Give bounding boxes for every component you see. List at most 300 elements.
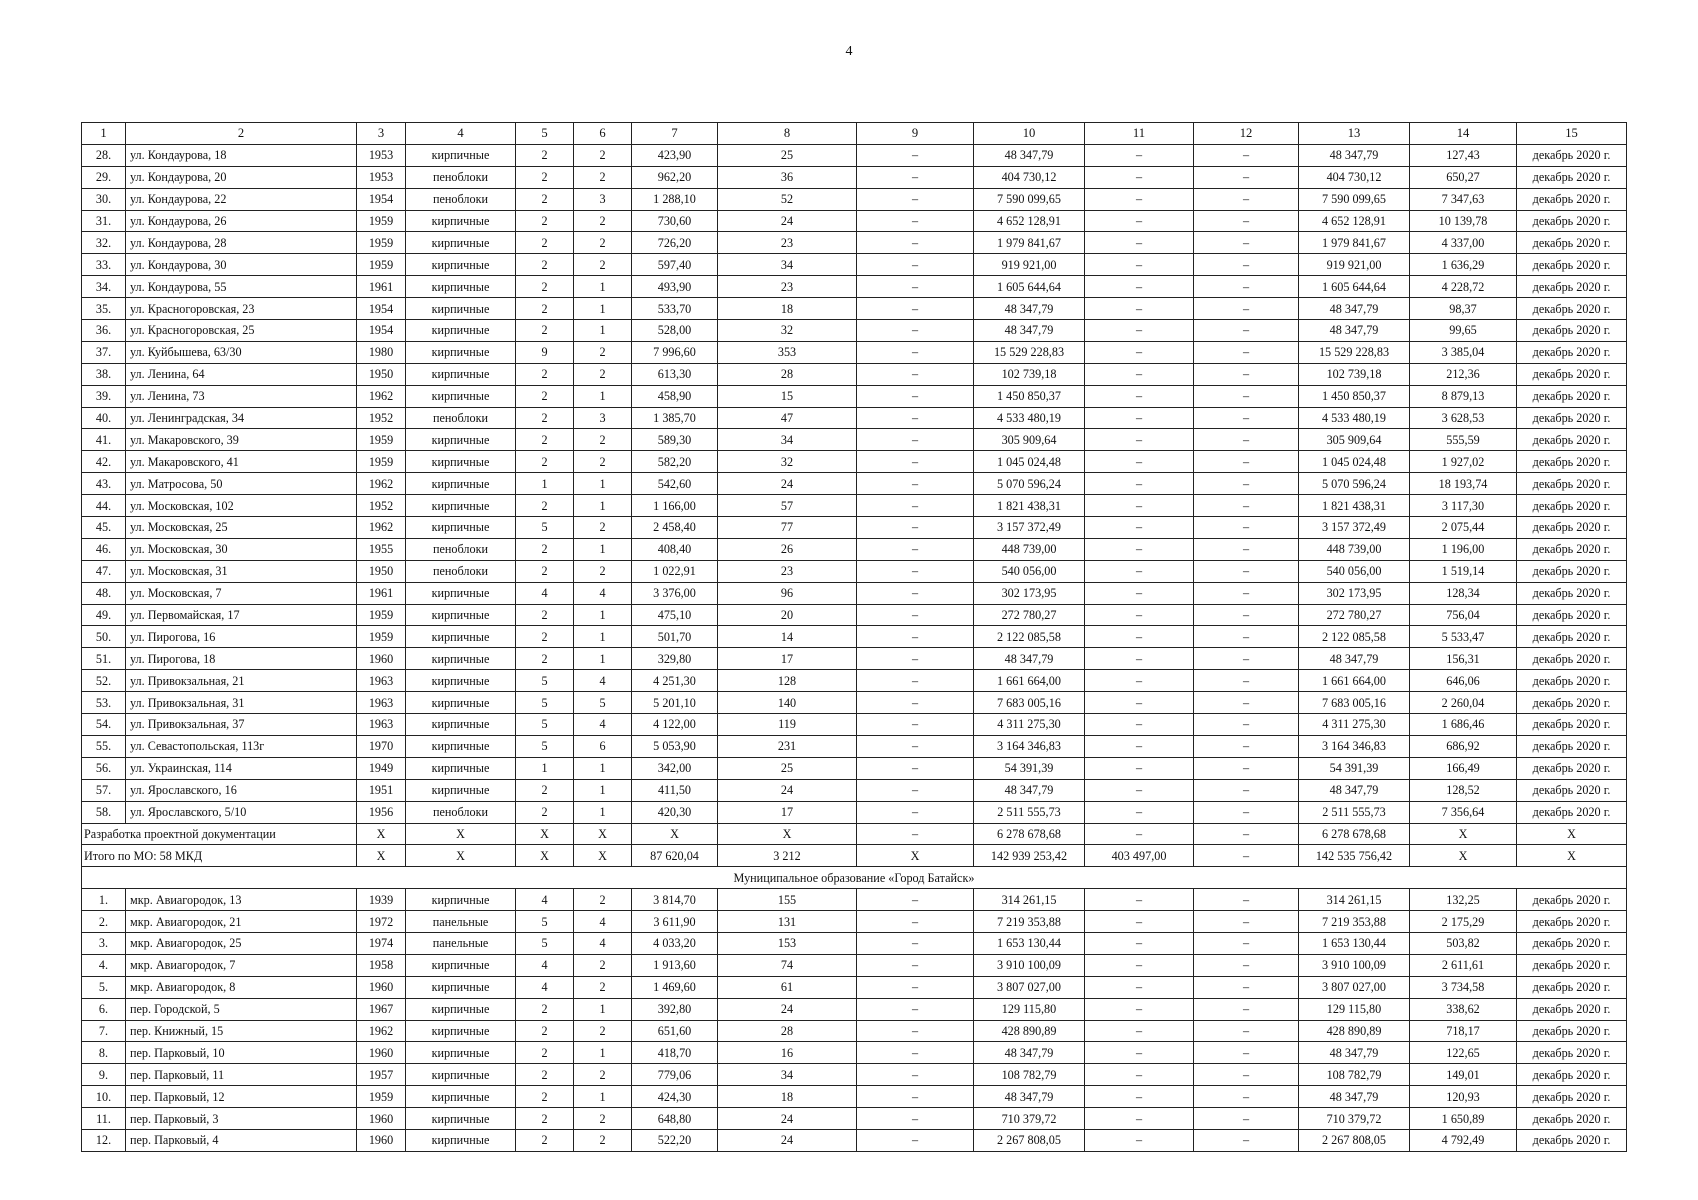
table-cell: 1 045 024,48 (974, 451, 1085, 473)
table-cell: 5 201,10 (632, 692, 718, 714)
table-cell: 2 (516, 538, 574, 560)
table-cell: 3. (82, 932, 126, 954)
table-cell: 4 228,72 (1410, 276, 1517, 298)
table-cell: 1963 (357, 692, 406, 714)
table-cell: 314 261,15 (1299, 889, 1410, 911)
table-row (82, 1042, 1627, 1064)
table-cell: 48 347,79 (974, 1086, 1085, 1108)
table-row (82, 407, 1627, 429)
table-cell: 1 913,60 (632, 954, 718, 976)
table-cell: 329,80 (632, 648, 718, 670)
table-row (82, 757, 1627, 779)
table-cell: 231 (718, 735, 857, 757)
table-cell: 779,06 (632, 1064, 718, 1086)
table-cell: 2 (516, 254, 574, 276)
table-cell: Х (1517, 845, 1627, 867)
table-cell: 4 652 128,91 (1299, 210, 1410, 232)
table-cell: ул. Пирогова, 18 (126, 648, 357, 670)
table-cell: Х (632, 823, 718, 845)
table-cell: 1 (574, 298, 632, 320)
table-cell: 4. (82, 954, 126, 976)
table-cell: – (857, 954, 974, 976)
table-cell: 5 053,90 (632, 735, 718, 757)
table-cell: мкр. Авиагородок, 21 (126, 911, 357, 933)
table-cell: 3 611,90 (632, 911, 718, 933)
table-cell: 302 173,95 (1299, 582, 1410, 604)
table-cell: кирпичные (406, 429, 516, 451)
table-cell: 420,30 (632, 801, 718, 823)
table-cell: 2 175,29 (1410, 911, 1517, 933)
table-cell: ул. Привокзальная, 37 (126, 714, 357, 736)
table-cell: – (1194, 210, 1299, 232)
table-cell: мкр. Авиагородок, 13 (126, 889, 357, 911)
table-cell: 2 (516, 385, 574, 407)
table-cell: 1959 (357, 210, 406, 232)
table-cell: декабрь 2020 г. (1517, 582, 1627, 604)
table-cell: 2 (516, 188, 574, 210)
table-cell: декабрь 2020 г. (1517, 735, 1627, 757)
table-cell: – (1194, 188, 1299, 210)
table-cell: 1959 (357, 232, 406, 254)
table-cell: – (1194, 363, 1299, 385)
table-cell: 120,93 (1410, 1086, 1517, 1108)
table-cell: 2 (516, 276, 574, 298)
table-cell: 5 (516, 692, 574, 714)
table-cell: 4 (516, 976, 574, 998)
table-cell: 1 979 841,67 (974, 232, 1085, 254)
table-cell: 1962 (357, 473, 406, 495)
table-cell: ул. Кондаурова, 26 (126, 210, 357, 232)
table-cell: декабрь 2020 г. (1517, 517, 1627, 539)
table-cell: 651,60 (632, 1020, 718, 1042)
table-cell: 2 122 085,58 (1299, 626, 1410, 648)
table-cell: декабрь 2020 г. (1517, 451, 1627, 473)
table-cell: – (1085, 1064, 1194, 1086)
table-cell: пеноблоки (406, 538, 516, 560)
table-cell: 5 (516, 517, 574, 539)
table-cell: 646,06 (1410, 670, 1517, 692)
table-cell: – (1085, 1020, 1194, 1042)
table-cell: 1 (574, 998, 632, 1020)
table-cell: мкр. Авиагородок, 8 (126, 976, 357, 998)
table-cell: 1. (82, 889, 126, 911)
table-cell: 1956 (357, 801, 406, 823)
table-row (82, 451, 1627, 473)
table-cell: 24 (718, 779, 857, 801)
table-cell: – (1085, 363, 1194, 385)
table-cell: 18 (718, 1086, 857, 1108)
table-cell: 1959 (357, 451, 406, 473)
table-cell: – (1085, 889, 1194, 911)
table-cell: 33. (82, 254, 126, 276)
table-cell: 54 391,39 (1299, 757, 1410, 779)
table-cell: пеноблоки (406, 166, 516, 188)
table-row (82, 538, 1627, 560)
table-cell: 13 (1299, 123, 1410, 145)
table-cell: декабрь 2020 г. (1517, 801, 1627, 823)
table-cell: – (1194, 166, 1299, 188)
table-cell: 650,27 (1410, 166, 1517, 188)
table-cell: кирпичные (406, 341, 516, 363)
table-cell: кирпичные (406, 1020, 516, 1042)
table-cell: 5 070 596,24 (1299, 473, 1410, 495)
table-cell: 40. (82, 407, 126, 429)
table-cell: – (1194, 735, 1299, 757)
table-cell: 1 821 438,31 (1299, 495, 1410, 517)
table-cell: 2 122 085,58 (974, 626, 1085, 648)
table-cell: – (857, 1086, 974, 1108)
table-cell: – (1194, 692, 1299, 714)
table-cell: – (1194, 298, 1299, 320)
table-cell: декабрь 2020 г. (1517, 779, 1627, 801)
table-row (82, 429, 1627, 451)
table-cell: декабрь 2020 г. (1517, 1020, 1627, 1042)
table-cell: 2 (516, 210, 574, 232)
table-cell: 23 (718, 232, 857, 254)
table-cell: 424,30 (632, 1086, 718, 1108)
table-cell: 142 939 253,42 (974, 845, 1085, 867)
table-cell: – (1194, 889, 1299, 911)
table-cell: – (857, 473, 974, 495)
table-cell: – (1085, 1086, 1194, 1108)
table-cell: 28. (82, 144, 126, 166)
table-cell: – (1194, 757, 1299, 779)
table-cell: 6 278 678,68 (974, 823, 1085, 845)
table-cell: 8 (718, 123, 857, 145)
table-cell: – (1194, 911, 1299, 933)
table-cell: – (1085, 166, 1194, 188)
table-cell: декабрь 2020 г. (1517, 407, 1627, 429)
table-cell: 2 (516, 429, 574, 451)
table-cell: 1 022,91 (632, 560, 718, 582)
table-cell: ул. Украинская, 114 (126, 757, 357, 779)
table-cell: – (1085, 495, 1194, 517)
table-cell: – (1085, 954, 1194, 976)
table-cell: 1 385,70 (632, 407, 718, 429)
table-cell: 1974 (357, 932, 406, 954)
table-cell: 555,59 (1410, 429, 1517, 451)
table-cell: Х (574, 845, 632, 867)
table-cell: 149,01 (1410, 1064, 1517, 1086)
table-cell: – (857, 320, 974, 342)
table-cell: – (1194, 276, 1299, 298)
table-cell: ул. Кондаурова, 30 (126, 254, 357, 276)
table-cell: 153 (718, 932, 857, 954)
table-cell: декабрь 2020 г. (1517, 626, 1627, 648)
table-cell: 3 (574, 407, 632, 429)
table-cell: 132,25 (1410, 889, 1517, 911)
table-cell: 7 (632, 123, 718, 145)
table-cell: 6. (82, 998, 126, 1020)
table-cell: 48 347,79 (1299, 1042, 1410, 1064)
table-cell: 57. (82, 779, 126, 801)
table-row (82, 166, 1627, 188)
table-cell: 10 (974, 123, 1085, 145)
table-cell: – (1085, 1129, 1194, 1151)
table-cell: – (1194, 232, 1299, 254)
table-cell: – (857, 604, 974, 626)
table-cell: 24 (718, 998, 857, 1020)
table-cell: – (1085, 451, 1194, 473)
table-cell: 1 469,60 (632, 976, 718, 998)
table-cell: 1954 (357, 298, 406, 320)
table-cell: – (1085, 276, 1194, 298)
table-cell: 342,00 (632, 757, 718, 779)
table-cell: – (1194, 1042, 1299, 1064)
table-row (82, 582, 1627, 604)
table-cell: 686,92 (1410, 735, 1517, 757)
table-cell: 1 (574, 1086, 632, 1108)
table-cell: – (857, 889, 974, 911)
table-cell: 1 (574, 385, 632, 407)
table-cell: декабрь 2020 г. (1517, 254, 1627, 276)
table-cell: 2 (516, 1129, 574, 1151)
table-cell: 4 533 480,19 (974, 407, 1085, 429)
table-cell: ул. Московская, 102 (126, 495, 357, 517)
table-cell: 44. (82, 495, 126, 517)
table-cell: 2 (516, 166, 574, 188)
table-cell: – (1085, 779, 1194, 801)
table-cell: 392,80 (632, 998, 718, 1020)
table-cell: 12 (1194, 123, 1299, 145)
table-cell: 338,62 (1410, 998, 1517, 1020)
table-cell: 1 605 644,64 (1299, 276, 1410, 298)
table-cell: 37. (82, 341, 126, 363)
table-cell: 1950 (357, 363, 406, 385)
table-cell: – (857, 560, 974, 582)
table-cell: 305 909,64 (1299, 429, 1410, 451)
table-cell: – (857, 779, 974, 801)
table-cell: декабрь 2020 г. (1517, 363, 1627, 385)
table-cell: 155 (718, 889, 857, 911)
table-cell: 493,90 (632, 276, 718, 298)
table-cell: 1950 (357, 560, 406, 582)
table-cell: кирпичные (406, 714, 516, 736)
table-cell: – (1085, 823, 1194, 845)
table-cell: – (1085, 714, 1194, 736)
table-cell: – (1194, 604, 1299, 626)
table-cell: 1 661 664,00 (1299, 670, 1410, 692)
table-cell: декабрь 2020 г. (1517, 757, 1627, 779)
table-cell: 47. (82, 560, 126, 582)
table-cell: – (1194, 320, 1299, 342)
table-cell: 5 533,47 (1410, 626, 1517, 648)
table-cell: 32 (718, 320, 857, 342)
table-cell: 418,70 (632, 1042, 718, 1064)
table-cell: 428 890,89 (1299, 1020, 1410, 1042)
table-cell: 353 (718, 341, 857, 363)
table-cell: 2 (516, 144, 574, 166)
table-cell: 23 (718, 560, 857, 582)
table-cell: 2 (574, 1129, 632, 1151)
table-cell: 48 347,79 (974, 144, 1085, 166)
table-cell: 7 356,64 (1410, 801, 1517, 823)
table-cell: 122,65 (1410, 1042, 1517, 1064)
table-cell: ул. Красногоровская, 25 (126, 320, 357, 342)
table-cell: Х (357, 823, 406, 845)
table-cell: 2 267 808,05 (1299, 1129, 1410, 1151)
table-cell: 18 (718, 298, 857, 320)
table-cell: – (1194, 1086, 1299, 1108)
table-cell: 710 379,72 (1299, 1108, 1410, 1130)
table-cell: 403 497,00 (1085, 845, 1194, 867)
table-cell: 1955 (357, 538, 406, 560)
table-cell: 38. (82, 363, 126, 385)
table-cell: 756,04 (1410, 604, 1517, 626)
table-cell: – (857, 670, 974, 692)
table-cell: 542,60 (632, 473, 718, 495)
table-cell: 32 (718, 451, 857, 473)
table-cell: 56. (82, 757, 126, 779)
table-cell: 99,65 (1410, 320, 1517, 342)
table-row (82, 911, 1627, 933)
table-cell: 2 (574, 954, 632, 976)
table-cell: 129 115,80 (1299, 998, 1410, 1020)
table-cell: – (1194, 341, 1299, 363)
table-cell: 7 590 099,65 (974, 188, 1085, 210)
table-cell: 1962 (357, 1020, 406, 1042)
table-cell: кирпичные (406, 735, 516, 757)
table-cell: 2 511 555,73 (1299, 801, 1410, 823)
table-cell: 5 (516, 123, 574, 145)
table-cell: – (1194, 954, 1299, 976)
table-row (82, 998, 1627, 1020)
table-cell: – (857, 341, 974, 363)
table-cell: 4 337,00 (1410, 232, 1517, 254)
table-cell: – (857, 648, 974, 670)
table-cell: 39. (82, 385, 126, 407)
table-cell: – (1085, 232, 1194, 254)
table-cell: 10. (82, 1086, 126, 1108)
table-cell: – (857, 407, 974, 429)
table-cell: декабрь 2020 г. (1517, 232, 1627, 254)
table-cell: 305 909,64 (974, 429, 1085, 451)
table-cell: ул. Пирогова, 16 (126, 626, 357, 648)
table-cell: – (857, 429, 974, 451)
table-cell: 4 792,49 (1410, 1129, 1517, 1151)
table-cell: 6 (574, 735, 632, 757)
table-cell: 2 (574, 144, 632, 166)
table-cell: 31. (82, 210, 126, 232)
table-cell: – (857, 188, 974, 210)
table-cell: – (857, 451, 974, 473)
table-cell: – (1085, 473, 1194, 495)
table-cell: 26 (718, 538, 857, 560)
table-cell: – (857, 801, 974, 823)
table-cell: 1 (516, 473, 574, 495)
table-cell: 53. (82, 692, 126, 714)
table-cell: 1954 (357, 188, 406, 210)
table-cell: кирпичные (406, 254, 516, 276)
table-cell: – (1085, 1042, 1194, 1064)
table-cell: – (1194, 823, 1299, 845)
table-cell: – (1194, 1064, 1299, 1086)
table-cell: 2 (574, 889, 632, 911)
table-cell: кирпичные (406, 976, 516, 998)
table-cell: – (1085, 407, 1194, 429)
table-cell: 1 (574, 276, 632, 298)
table-cell: 4 311 275,30 (974, 714, 1085, 736)
table-cell: 503,82 (1410, 932, 1517, 954)
table-cell: 2 (516, 648, 574, 670)
table-cell: – (1085, 1108, 1194, 1130)
table-cell: 142 535 756,42 (1299, 845, 1410, 867)
table-cell: декабрь 2020 г. (1517, 429, 1627, 451)
table-cell: 2 (574, 363, 632, 385)
table-row (82, 385, 1627, 407)
table-cell: 12. (82, 1129, 126, 1151)
table-cell: 1959 (357, 429, 406, 451)
table-cell: 2 458,40 (632, 517, 718, 539)
table-cell: 10 139,78 (1410, 210, 1517, 232)
table-cell: 3 164 346,83 (974, 735, 1085, 757)
table-cell: – (1085, 429, 1194, 451)
table-cell: 613,30 (632, 363, 718, 385)
table-cell: ул. Макаровского, 41 (126, 451, 357, 473)
table-cell: 1960 (357, 1129, 406, 1151)
table-cell: 5 (516, 714, 574, 736)
table-cell: кирпичные (406, 144, 516, 166)
table-cell: 1 519,14 (1410, 560, 1517, 582)
table-cell: 428 890,89 (974, 1020, 1085, 1042)
table-cell: 30. (82, 188, 126, 210)
table-cell: 1 821 438,31 (974, 495, 1085, 517)
table-cell: 51. (82, 648, 126, 670)
table-cell: 533,70 (632, 298, 718, 320)
table-cell: 4 (516, 889, 574, 911)
table-cell: 710 379,72 (974, 1108, 1085, 1130)
table-cell: – (857, 495, 974, 517)
table-cell: 48 347,79 (974, 320, 1085, 342)
table-cell: 4 033,20 (632, 932, 718, 954)
table-cell: декабрь 2020 г. (1517, 298, 1627, 320)
table-cell: 2 (574, 210, 632, 232)
table-cell: – (857, 166, 974, 188)
table-cell: 1 166,00 (632, 495, 718, 517)
table-cell: ул. Ленина, 73 (126, 385, 357, 407)
table-cell: 15 529 228,83 (1299, 341, 1410, 363)
table-cell: 1959 (357, 604, 406, 626)
table-cell: 1972 (357, 911, 406, 933)
table-cell: – (857, 538, 974, 560)
table-cell: 3 164 346,83 (1299, 735, 1410, 757)
table-cell: 2 260,04 (1410, 692, 1517, 714)
table-cell: – (1194, 626, 1299, 648)
table-cell: кирпичные (406, 1064, 516, 1086)
section-title: Муниципальное образование «Город Батайск» (82, 867, 1627, 889)
table-cell: 730,60 (632, 210, 718, 232)
table-cell: 597,40 (632, 254, 718, 276)
table-cell: 25 (718, 144, 857, 166)
table-cell: 166,49 (1410, 757, 1517, 779)
table-cell: 48 347,79 (1299, 144, 1410, 166)
table-cell: 2 (516, 1086, 574, 1108)
table-cell: 919 921,00 (974, 254, 1085, 276)
table-cell: 408,40 (632, 538, 718, 560)
table-row (82, 188, 1627, 210)
table-cell: – (1194, 451, 1299, 473)
table-cell: 61 (718, 976, 857, 998)
table-cell: кирпичные (406, 1108, 516, 1130)
table-cell: 5 (516, 932, 574, 954)
design-documentation-row (82, 823, 1627, 845)
table-cell: декабрь 2020 г. (1517, 648, 1627, 670)
table-cell: – (1194, 429, 1299, 451)
table-cell: 2 (574, 166, 632, 188)
table-row (82, 560, 1627, 582)
table-cell: 34 (718, 254, 857, 276)
table-cell: 2 (516, 495, 574, 517)
